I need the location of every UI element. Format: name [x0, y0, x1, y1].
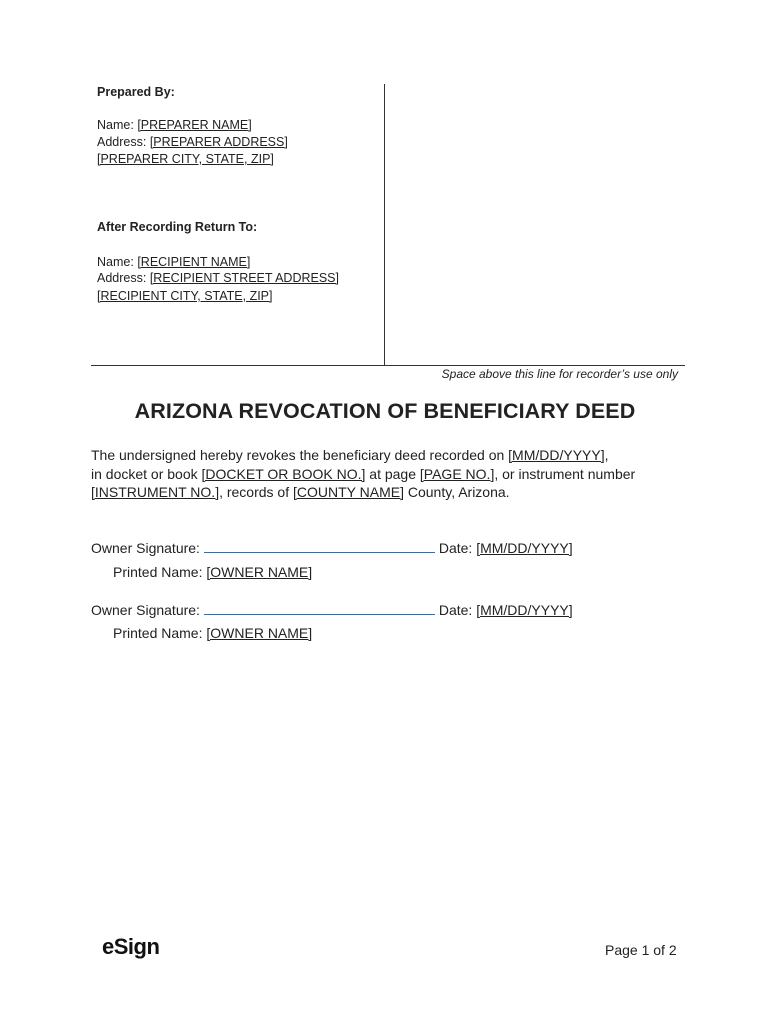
- preparer-name-field[interactable]: [PREPARER NAME]: [137, 118, 252, 132]
- page-no-field[interactable]: [PAGE NO.]: [419, 465, 495, 482]
- recipient-address-label: Address:: [97, 271, 147, 285]
- paragraph-line-2: [91, 465, 691, 484]
- signature-date-field[interactable]: [MM/DD/YYYY]: [476, 540, 573, 556]
- owner-signature-label: Owner Signature:: [91, 602, 200, 618]
- recipient-city-field[interactable]: [RECIPIENT CITY, STATE, ZIP]: [97, 289, 273, 303]
- recipient-name-line: [97, 254, 250, 271]
- prepared-by-heading: Prepared By:: [97, 85, 175, 99]
- printed-name-label: Printed Name:: [113, 564, 203, 580]
- return-to-heading: After Recording Return To:: [97, 220, 258, 234]
- body-text-1: The undersigned hereby revokes the beneficiary deed recorded on: [91, 447, 509, 463]
- preparer-address-line: [97, 134, 288, 151]
- body-text-3: in docket or book: [91, 465, 202, 482]
- preparer-address-label: Address:: [97, 135, 147, 149]
- printed-name-row: [113, 564, 312, 580]
- recipient-city-line: [97, 288, 273, 305]
- preparer-name-line: [97, 117, 252, 134]
- preparer-city-line: [97, 151, 274, 168]
- recipient-address-field[interactable]: [RECIPIENT STREET ADDRESS]: [149, 271, 339, 285]
- owner-name-field[interactable]: [OWNER NAME]: [206, 625, 313, 641]
- recipient-address-line: [97, 270, 339, 287]
- deed-date-field[interactable]: [MM/DD/YYYY]: [508, 447, 605, 463]
- recorder-note: Space above this line for recorder’s use only: [441, 367, 678, 381]
- instrument-field[interactable]: [INSTRUMENT NO.]: [91, 484, 220, 500]
- esign-logo: eSign: [102, 934, 160, 959]
- owner-signature-label: Owner Signature:: [91, 540, 200, 556]
- body-text-4: at page: [365, 465, 420, 482]
- date-label: Date:: [438, 602, 473, 618]
- preparer-name-label: Name:: [97, 118, 134, 132]
- owner-signature-line[interactable]: [204, 540, 435, 553]
- signature-date-field[interactable]: [MM/DD/YYYY]: [476, 602, 573, 618]
- body-text-5: , or instrument number: [494, 465, 636, 482]
- page-number: Page 1 of 2: [605, 942, 677, 958]
- recorder-divider-horizontal: [91, 365, 685, 366]
- revocation-paragraph: [91, 446, 691, 502]
- preparer-address-field[interactable]: [PREPARER ADDRESS]: [149, 135, 288, 149]
- recipient-name-field[interactable]: [RECIPIENT NAME]: [137, 255, 251, 269]
- recipient-name-label: Name:: [97, 255, 134, 269]
- date-label: Date:: [438, 540, 473, 556]
- docket-field[interactable]: [DOCKET OR BOOK NO.]: [201, 465, 366, 482]
- preparer-city-field[interactable]: [PREPARER CITY, STATE, ZIP]: [97, 152, 274, 166]
- paragraph-line-3: [91, 483, 691, 502]
- printed-name-label: Printed Name:: [113, 625, 203, 641]
- owner-signature-row: [91, 602, 573, 618]
- document-title: ARIZONA REVOCATION OF BENEFICIARY DEED: [134, 399, 636, 423]
- body-text-7: County, Arizona.: [403, 484, 510, 500]
- owner-signature-line[interactable]: [204, 602, 435, 615]
- owner-signature-row: [91, 540, 573, 556]
- printed-name-row: [113, 625, 312, 641]
- recorder-divider-vertical: [384, 84, 385, 366]
- county-field[interactable]: [COUNTY NAME]: [293, 484, 404, 500]
- owner-name-field[interactable]: [OWNER NAME]: [206, 564, 313, 580]
- paragraph-line-1: [91, 446, 691, 465]
- body-text-2: ,: [604, 447, 609, 463]
- body-text-6: , records of: [219, 484, 293, 500]
